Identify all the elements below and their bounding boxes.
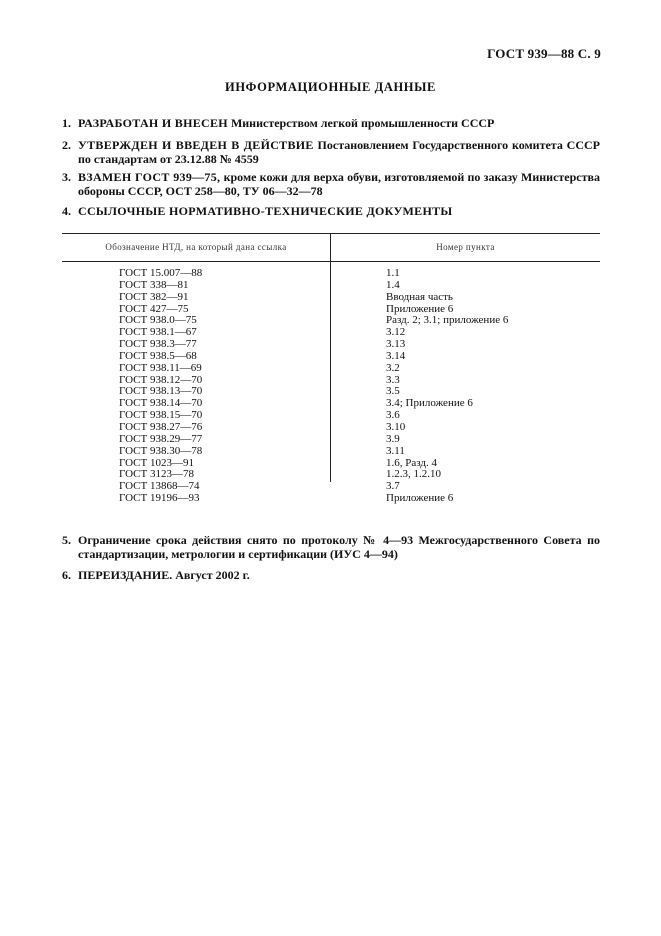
clause-number: 3.13 bbox=[386, 338, 406, 351]
ntd-designation: ГОСТ 938.29—77 bbox=[119, 432, 203, 445]
clause-number: Вводная часть bbox=[386, 290, 453, 303]
ntd-designation: ГОСТ 19196—93 bbox=[119, 492, 200, 505]
clause-number: 3.2 bbox=[386, 361, 400, 374]
clause-number: 1.1 bbox=[386, 267, 400, 279]
item-heading: ПЕРЕИЗДАНИЕ. bbox=[78, 568, 173, 582]
clause-number: 1.6, Разд. 4 bbox=[386, 456, 437, 469]
ntd-designation: ГОСТ 938.0—75 bbox=[119, 314, 197, 327]
table-header-rule bbox=[62, 261, 600, 262]
table-row bbox=[62, 280, 600, 292]
item-heading: ВЗАМЕН ГОСТ 939—75, bbox=[78, 170, 221, 184]
ntd-designation: ГОСТ 938.11—69 bbox=[119, 361, 202, 374]
clause-number: 3.9 bbox=[386, 432, 400, 445]
ntd-designation: ГОСТ 427—75 bbox=[119, 302, 189, 315]
clause-number: 3.6 bbox=[386, 409, 400, 422]
ntd-designation: ГОСТ 938.5—68 bbox=[119, 349, 197, 362]
ntd-designation: ГОСТ 13868—74 bbox=[119, 480, 200, 493]
item-number: 3. bbox=[62, 170, 71, 184]
table-row bbox=[62, 446, 600, 458]
document-title: ИНФОРМАЦИОННЫЕ ДАННЫЕ bbox=[225, 80, 436, 94]
item-number: 5. bbox=[62, 533, 71, 547]
table-row bbox=[62, 292, 600, 304]
clause-number: 3.11 bbox=[386, 444, 405, 457]
ntd-designation: ГОСТ 938.14—70 bbox=[119, 397, 203, 410]
clause-number: 3.10 bbox=[386, 420, 406, 433]
clause-number: Приложение 6 bbox=[386, 302, 454, 315]
info-item-3 bbox=[62, 170, 600, 198]
clause-number: 3.14 bbox=[386, 349, 406, 362]
ntd-designation: ГОСТ 938.12—70 bbox=[119, 373, 203, 386]
table-row bbox=[62, 493, 600, 505]
ntd-designation: ГОСТ 1023—91 bbox=[119, 456, 194, 469]
item-number: 4. bbox=[62, 204, 71, 218]
item-heading: РАЗРАБОТАН И ВНЕСЕН bbox=[78, 116, 228, 130]
clause-number: 1.4 bbox=[386, 278, 400, 291]
table-header-document: Обозначение НТД, на который дана ссылка bbox=[105, 242, 287, 252]
table-row bbox=[62, 363, 600, 375]
table-row bbox=[62, 434, 600, 446]
clause-number: 3.5 bbox=[386, 385, 400, 398]
info-item-5 bbox=[62, 533, 600, 561]
item-text: Ограничение срока действия снято по протоколу № 4—93 Межгосударственного Совета по стандартизации, метрологии и сертификации (ИУС 4—94) bbox=[78, 533, 600, 561]
table-body bbox=[62, 268, 600, 505]
info-item-4 bbox=[62, 204, 600, 218]
info-item-6 bbox=[62, 568, 600, 582]
info-item-1 bbox=[62, 116, 600, 130]
ntd-designation: ГОСТ 338—81 bbox=[119, 278, 189, 291]
ntd-designation: ГОСТ 15.007—88 bbox=[119, 267, 203, 279]
item-number: 6. bbox=[62, 568, 71, 582]
clause-number: 3.4; Приложение 6 bbox=[386, 397, 473, 410]
clause-number: 3.7 bbox=[386, 480, 400, 493]
clause-number: 3.3 bbox=[386, 373, 400, 386]
ntd-designation: ГОСТ 938.30—78 bbox=[119, 444, 203, 457]
item-number: 1. bbox=[62, 116, 71, 130]
ntd-designation: ГОСТ 382—91 bbox=[119, 290, 189, 303]
item-number: 2. bbox=[62, 138, 71, 152]
page-header: ГОСТ 939—88 С. 9 bbox=[487, 46, 601, 61]
clause-number: 1.2.3, 1.2.10 bbox=[386, 468, 441, 481]
clause-number: Разд. 2; 3.1; приложение 6 bbox=[386, 314, 509, 327]
item-text: Министерством легкой промышленности СССР bbox=[227, 116, 495, 130]
ntd-designation: ГОСТ 938.1—67 bbox=[119, 326, 197, 339]
ntd-designation: ГОСТ 938.13—70 bbox=[119, 385, 203, 398]
table-top-rule bbox=[62, 233, 600, 234]
item-text: кроме кожи для верха обуви, изготовляемой по заказу Министерства обороны СССР, ОСТ 258—80, ТУ 06—32—78 bbox=[78, 170, 601, 198]
item-heading: УТВЕРЖДЕН И ВВЕДЕН В ДЕЙСТВИЕ bbox=[78, 138, 314, 152]
clause-number: Приложение 6 bbox=[386, 492, 454, 505]
ntd-designation: ГОСТ 938.15—70 bbox=[119, 409, 203, 422]
info-item-2 bbox=[62, 138, 600, 166]
ntd-designation: ГОСТ 3123—78 bbox=[119, 468, 194, 481]
clause-number: 3.12 bbox=[386, 326, 406, 339]
item-text: Постановлением Государственного комитета СССР по стандартам от 23.12.88 № 4559 bbox=[78, 138, 600, 166]
item-text: Август 2002 г. bbox=[172, 568, 250, 582]
referenced-documents-table bbox=[62, 233, 600, 505]
ntd-designation: ГОСТ 938.27—76 bbox=[119, 420, 203, 433]
table-header-clause: Номер пункта bbox=[436, 242, 495, 252]
item-heading: ССЫЛОЧНЫЕ НОРМАТИВНО-ТЕХНИЧЕСКИЕ ДОКУМЕНТЫ bbox=[78, 204, 453, 218]
table-row bbox=[62, 351, 600, 363]
ntd-designation: ГОСТ 938.3—77 bbox=[119, 338, 197, 351]
